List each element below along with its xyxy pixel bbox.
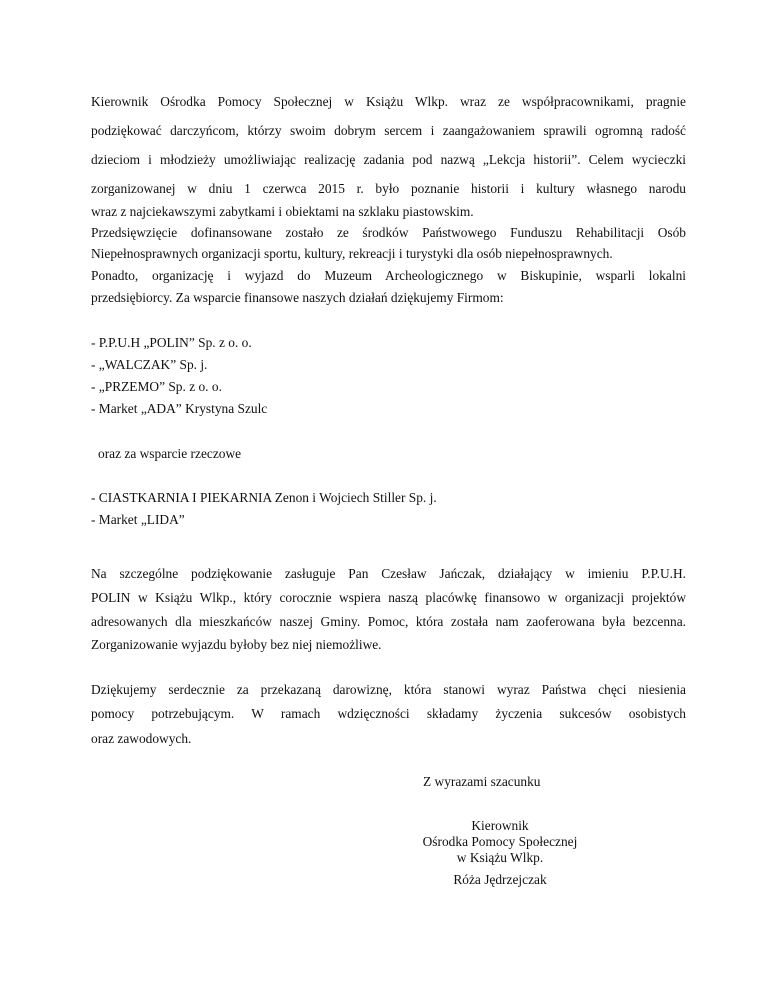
p2-line-3: adresowanych dla mieszkańców naszej Gminy. Pomoc, która została nam zaoferowana była bezcenna. <box>91 614 686 629</box>
p1-line-6: Przedsięwzięcie dofinansowane zostało ze środków Państwowego Funduszu Rehabilitacji Osób <box>91 225 686 240</box>
p3-line-2: pomocy potrzebującym. W ramach wdzięczności składamy życzenia sukcesów osobistych <box>91 706 686 721</box>
p1-line-2: podziękować darczyńcom, którzy swoim dobrym sercem i zaangażowaniem sprawili ogromną radość <box>91 123 686 138</box>
sponsor-financial-4: - Market „ADA” Krystyna Szulc <box>91 401 268 416</box>
p1-line-8: Ponadto, organizację i wyjazd do Muzeum Archeologicznego w Biskupinie, wsparli lokalni <box>91 268 686 283</box>
signature-place: w Książu Wlkp. <box>456 850 544 865</box>
sponsor-financial-3: - „PRZEMO” Sp. z o. o. <box>91 379 222 394</box>
p1-line-9: przedsiębiorcy. Za wsparcie finansowe naszych działań dziękujemy Firmom: <box>91 290 504 305</box>
p1-line-4: zorganizowanej w dniu 1 czerwca 2015 r. było poznanie historii i kultury własnego narodu <box>91 181 686 196</box>
p3-line-3: oraz zawodowych. <box>91 731 192 746</box>
p3-line-1: Dziękujemy serdecznie za przekazaną darowiznę, która stanowi wyraz Państwa chęci niesienia <box>91 682 686 697</box>
p1-line-3: dzieciom i młodzieży umożliwiając realizację zadania pod nazwą „Lekcja historii”. Celem wycieczki <box>91 152 686 167</box>
p1-line-7: Niepełnosprawnych organizacji sportu, kultury, rekreacji i turystyki dla osób niepełnosprawnych. <box>91 246 613 261</box>
closing: Z wyrazami szacunku <box>423 774 541 789</box>
p2-line-1: Na szczególne podziękowanie zasługuje Pan Czesław Jańczak, działający w imieniu P.P.U.H. <box>91 566 686 581</box>
p1-line-5: wraz z najciekawszymi zabytkami i obiektami na szklaku piastowskim. <box>91 204 474 219</box>
sponsor-financial-2: - „WALCZAK” Sp. j. <box>91 357 208 372</box>
sponsor-financial-1: - P.P.U.H „POLIN” Sp. z o. o. <box>91 335 252 350</box>
p2-line-2: POLIN w Książu Wlkp., który corocznie wspiera naszą placówkę finansowo w organizacji projektów <box>91 590 686 605</box>
signature-title: Kierownik <box>471 818 529 833</box>
p1-line-1: Kierownik Ośrodka Pomocy Społecznej w Książu Wlkp. wraz ze współpracownikami, pragnie <box>91 94 686 109</box>
p2-line-4: Zorganizowanie wyjazdu byłoby bez niej niemożliwe. <box>91 637 382 652</box>
in-kind-intro: oraz za wsparcie rzeczowe <box>98 446 242 461</box>
signature-name: Róża Jędrzejczak <box>453 872 547 887</box>
sponsor-in-kind-2: - Market „LIDA” <box>91 512 185 527</box>
signature-org: Ośrodka Pomocy Społecznej <box>422 834 578 849</box>
sponsor-in-kind-1: - CIASTKARNIA I PIEKARNIA Zenon i Wojciech Stiller Sp. j. <box>91 490 437 505</box>
